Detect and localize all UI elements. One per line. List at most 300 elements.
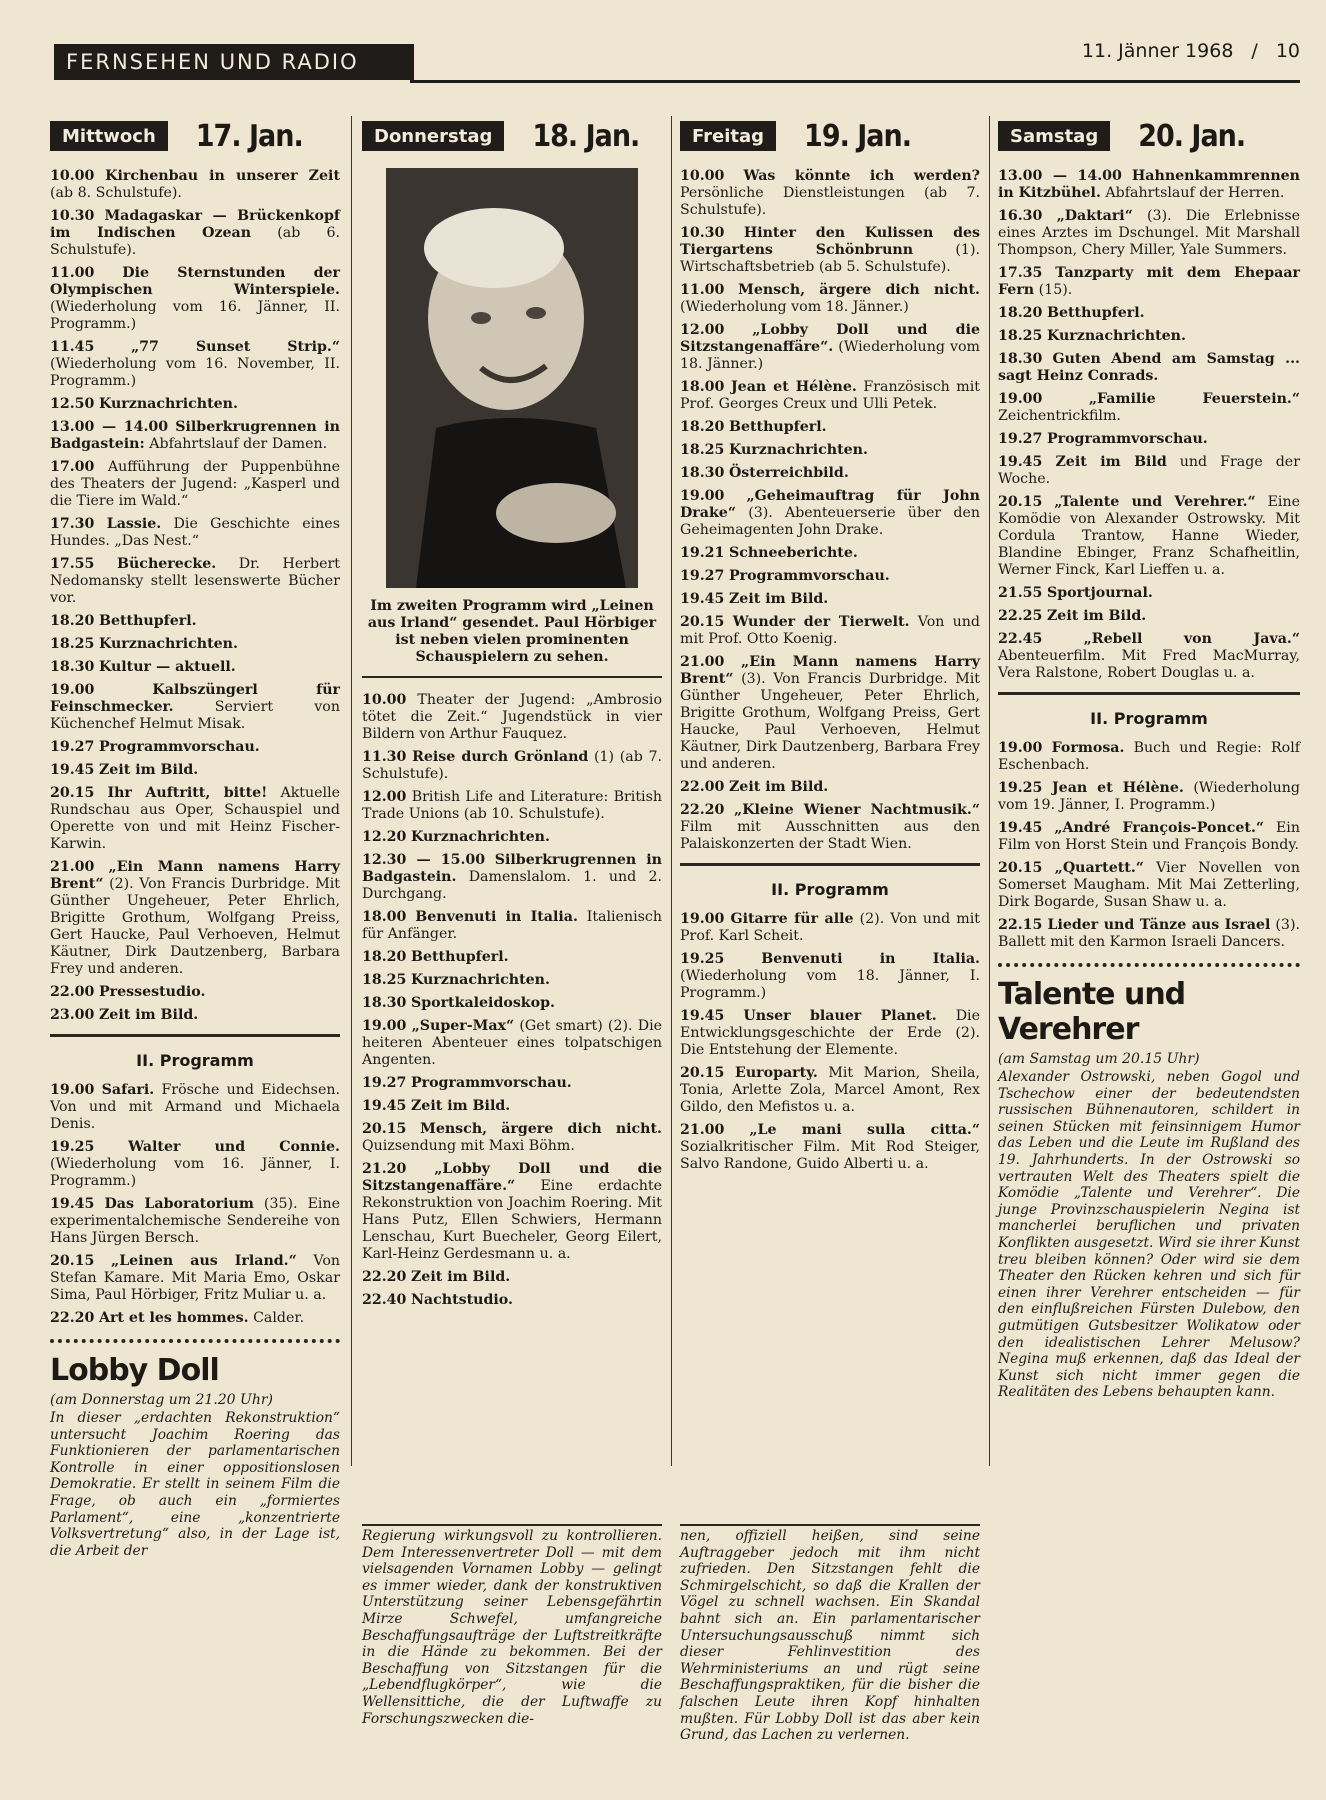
program-time: 20.15	[50, 1253, 95, 1269]
program-description: (Wiederholung vom 16. November, II. Programm.)	[50, 356, 340, 389]
program-time: 21.55	[998, 585, 1043, 601]
program-time: 19.45	[680, 591, 725, 607]
program-time: 20.15	[362, 1121, 407, 1137]
program-time: 22.20	[680, 802, 725, 818]
program-time: 19.00	[680, 911, 725, 927]
day-date: 17. Jan.	[195, 118, 303, 154]
program-item	[362, 909, 662, 943]
program-description: Vier Novellen von Somerset Maugham. Mit Mai Zetterling, Dirk Bogarde, Susan Shaw u. a.	[998, 860, 1300, 910]
program-item	[362, 789, 662, 823]
program-title: „Le mani sulla citta.“	[749, 1122, 980, 1138]
program-list	[680, 168, 980, 853]
program-description: Eine Komödie von Alexander Ostrowsky. Mit Cordula Trantow, Hanne Wieder, Blandine Ebinger, Franz Schafheitlin, Werner Finck, Karl Lieffen u. a.	[998, 494, 1300, 578]
column-divider	[989, 116, 990, 1466]
program-title: „Daktari“	[1056, 208, 1133, 224]
program-time: 11.00	[50, 265, 95, 281]
program-title: Benvenuti in Italia.	[761, 951, 980, 967]
program-2-list	[998, 740, 1300, 951]
program-title: „Lobby Doll und die Sitzstangenaffäre“.	[680, 322, 980, 355]
program-title: „Leinen aus Irland.“	[111, 1253, 297, 1269]
program-title: Programmvorschau.	[728, 568, 890, 584]
program-description: (Wiederholung vom 16. Jänner, I. Programm.)	[50, 1156, 340, 1189]
program-item	[50, 659, 340, 676]
program-item	[998, 820, 1300, 854]
program-title: Benvenuti in Italia.	[415, 909, 578, 925]
program-item	[50, 516, 340, 550]
program-title: Europarty.	[735, 1065, 818, 1081]
program-item	[50, 1139, 340, 1190]
program-description: (Wiederholung vom 18. Jänner.)	[680, 299, 909, 315]
program-item	[362, 1098, 662, 1115]
program-title: Sportkaleidoskop.	[410, 995, 555, 1011]
program-title: Kurznachrichten.	[728, 442, 868, 458]
program-item	[50, 168, 340, 202]
program-title: Kultur — aktuell.	[98, 659, 236, 675]
program-description: (15).	[1038, 282, 1073, 298]
program-time: 21.00	[680, 654, 725, 670]
program-description: (3). Von Francis Durbridge. Mit Günther Ungeheuer, Peter Ehrlich, Brigitte Grothum, Wolfgang Preiss, Gert Haucke, Paul Verhoeven, Helmut Käutner, Dirk Dautzenberg, Barbara Frey und anderen.	[680, 671, 980, 772]
program-time: 18.25	[998, 328, 1043, 344]
program-time: 22.40	[362, 1292, 407, 1308]
program-time: 19.27	[50, 739, 95, 755]
program-title: „Super-Max“	[411, 1018, 515, 1034]
program-item	[50, 1253, 340, 1304]
section-rule	[680, 863, 980, 866]
program-description: Theater der Jugend: „Ambrosio tötet die Zeit.“ Jugendstück in vier Bildern von Arthur Fauquez.	[362, 692, 662, 742]
program-title: Kalbszüngerl für Feinschmecker.	[50, 682, 341, 715]
program-item	[362, 1075, 662, 1092]
program-description: Quizsendung mit Maxi Böhm.	[362, 1138, 575, 1154]
program-item	[362, 949, 662, 966]
program-title: „Talente und Verehrer.“	[1054, 494, 1256, 510]
feature-subtitle: (am Samstag um 20.15 Uhr)	[998, 1051, 1200, 1067]
program-item	[680, 802, 980, 853]
program-description: Frösche und Eidechsen. Von und mit Armand und Michaela Denis.	[50, 1082, 340, 1132]
program-time: 22.45	[998, 631, 1043, 647]
program-title: „André François-Poncet.“	[1054, 820, 1265, 836]
program-time: 11.45	[50, 339, 95, 355]
program-time: 12.00	[680, 322, 725, 338]
program-title: Mensch, ärgere dich nicht.	[420, 1121, 662, 1137]
program-time: 10.00	[680, 168, 725, 184]
program-title: Lieder und Tänze aus Israel	[1047, 917, 1271, 933]
program-list	[998, 168, 1300, 682]
program-time: 22.00	[680, 779, 725, 795]
program-description: British Life and Literature: British Trade Unions (ab 10. Schulstufe).	[362, 789, 662, 822]
program-time: 12.00	[362, 789, 407, 805]
program-title: „Kleine Wiener Nachtmusik.“	[734, 802, 980, 818]
program-description: Zeichentrickfilm.	[998, 408, 1121, 424]
program-item	[680, 225, 980, 276]
section-rule	[998, 692, 1300, 695]
program-description: Aktuelle Rundschau aus Oper, Schauspiel und Operette von und mit Heinz Fischer-Karwin.	[50, 785, 341, 852]
program-item	[50, 636, 340, 653]
program-description: Buch und Regie: Rolf Eschenbach.	[998, 740, 1300, 773]
program-time: 18.30	[680, 465, 725, 481]
program-time: 21.20	[362, 1161, 407, 1177]
program-item	[362, 692, 662, 743]
portrait-image	[386, 168, 638, 588]
program-time: 21.00	[50, 859, 95, 875]
program-item	[50, 396, 340, 413]
program-item	[680, 322, 980, 373]
program-2-title: II. Programm	[771, 880, 889, 899]
program-description: Die Geschichte eines Hundes. „Das Nest.“	[50, 516, 340, 549]
program-title: Safari.	[101, 1082, 155, 1098]
program-description: (3). Ballett mit den Karmon Israeli Dancers.	[998, 917, 1300, 950]
article-continuation: nen, offiziell heißen, sind seine Auftraggeber jedoch mit ihm nicht zufrieden. Den Sitzstangen fehlt die Schmirgelschicht, so daß die Krallen der Vögel zu schnell wachsen. Ein Skandal bahnt sich an. Ein parlamentarischer Untersuchungsausschuß nimmt sich dieser Fehlinvestition des Wehrministeriums an und rügt seine Beschaffungspraktiken, für die bisher die falschen Leute ihren Kopf hinhalten mußten. Für Lobby Doll ist das aber kein Grund, das Lachen zu verlernen.	[680, 1528, 980, 1744]
program-item	[680, 419, 980, 436]
program-description: Calder.	[253, 1310, 305, 1326]
program-title: Zeit im Bild	[1055, 454, 1167, 470]
masthead-right	[1082, 40, 1300, 62]
program-description: Abfahrtslauf der Damen.	[149, 436, 328, 452]
program-title: Zeit im Bild.	[728, 779, 829, 795]
program-item	[680, 168, 980, 219]
program-description: (2). Von und mit Prof. Karl Scheit.	[680, 911, 980, 944]
program-list	[50, 168, 340, 1024]
program-title: Walter und Connie.	[128, 1139, 340, 1155]
column-saturday	[998, 116, 1300, 1401]
program-description: Dr. Herbert Nedomansky stellt lesenswerte Bücher vor.	[50, 556, 340, 606]
program-item	[50, 1082, 340, 1133]
program-item	[998, 305, 1300, 322]
program-title: Die Sternstunden der Olympischen Winterspiele.	[50, 265, 340, 298]
program-item	[680, 951, 980, 1002]
program-item	[680, 779, 980, 796]
dotted-rule	[50, 1339, 340, 1343]
program-item	[362, 1292, 662, 1309]
program-description: (Wiederholung vom 16. Jänner, II. Programm.)	[50, 299, 340, 332]
program-time: 19.25	[998, 780, 1043, 796]
program-title: „Ein Mann namens Harry Brent“	[50, 859, 340, 892]
program-title: Betthupferl.	[410, 949, 509, 965]
program-item	[680, 1008, 980, 1059]
program-item	[998, 780, 1300, 814]
program-title: Sportjournal.	[1046, 585, 1153, 601]
program-title: Jean et Hélène.	[1051, 780, 1184, 796]
program-title: Kirchenbau in unserer Zeit	[105, 168, 341, 184]
column-divider	[671, 116, 672, 1466]
program-title: Kurznachrichten.	[1046, 328, 1186, 344]
program-description: Serviert von Küchenchef Helmut Misak.	[50, 699, 340, 732]
program-item	[680, 488, 980, 539]
masthead-separator: /	[1251, 40, 1258, 62]
program-time: 10.30	[50, 208, 95, 224]
program-title: Was könnte ich werden?	[743, 168, 980, 184]
program-title: Tanzparty mit dem Ehepaar Fern	[998, 265, 1300, 298]
program-item	[998, 431, 1300, 448]
newspaper-page	[50, 38, 1300, 1778]
program-item	[50, 419, 340, 453]
program-description: (3). Abenteuerserie über den Geheimagenten John Drake.	[680, 505, 980, 538]
program-item	[50, 613, 340, 630]
program-time: 18.30	[362, 995, 407, 1011]
program-time: 19.25	[680, 951, 725, 967]
program-description: (Wiederholung vom 18. Jänner, I. Programm.)	[680, 968, 980, 1001]
program-2-title: II. Programm	[1090, 709, 1208, 728]
program-title: Bücherecke.	[117, 556, 217, 572]
program-time: 19.45	[998, 820, 1043, 836]
program-title: Silberkrugrennen in Badgastein.	[362, 852, 662, 885]
program-title: Programmvorschau.	[410, 1075, 572, 1091]
program-description: Film mit Ausschnitten aus den Palaiskonzerten der Stadt Wien.	[680, 819, 980, 852]
issue-date: 11. Jänner 1968	[1081, 40, 1234, 62]
program-title: Zeit im Bild.	[410, 1269, 511, 1285]
program-title: Nachtstudio.	[410, 1292, 513, 1308]
program-time: 12.20	[362, 829, 407, 845]
program-item	[998, 608, 1300, 625]
program-time: 12.30 — 15.00	[362, 852, 486, 868]
program-item	[50, 984, 340, 1001]
program-title: Unser blauer Planet.	[743, 1008, 937, 1024]
day-name: Donnerstag	[362, 121, 504, 151]
program-item	[680, 545, 980, 562]
program-time: 21.00	[680, 1122, 725, 1138]
program-title: Zeit im Bild.	[410, 1098, 511, 1114]
program-time: 19.00	[362, 1018, 407, 1034]
program-description: Italienisch für Anfänger.	[362, 909, 662, 942]
program-item	[50, 1310, 340, 1327]
program-item	[362, 1121, 662, 1155]
program-item	[998, 585, 1300, 602]
section-label: FERNSEHEN UND RADIO	[54, 44, 414, 80]
program-time: 23.00	[50, 1007, 95, 1023]
program-title: Wunder der Tierwelt.	[732, 614, 910, 630]
program-item	[362, 852, 662, 903]
program-item	[998, 351, 1300, 385]
program-time: 22.15	[998, 917, 1043, 933]
program-time: 18.25	[680, 442, 725, 458]
program-title: Kurznachrichten.	[98, 396, 238, 412]
program-time: 17.30	[50, 516, 95, 532]
program-description: (1) (ab 7. Schulstufe).	[362, 749, 662, 782]
program-description: Mit Marion, Sheila, Tonia, Arlette Zola, Marcel Amont, Rex Gildo, den Mefistos u. a.	[680, 1065, 980, 1115]
program-time: 18.20	[998, 305, 1043, 321]
program-title: Das Laboratorium	[104, 1196, 254, 1212]
program-title: Kurznachrichten.	[98, 636, 238, 652]
program-title: Zeit im Bild.	[728, 591, 829, 607]
program-time: 13.00 — 14.00	[50, 419, 169, 435]
program-title: Österreichbild.	[728, 465, 849, 481]
program-item	[50, 682, 340, 733]
program-item	[50, 459, 340, 510]
feature-subtitle: (am Donnerstag um 21.20 Uhr)	[50, 1392, 274, 1408]
program-time: 18.00	[680, 379, 725, 395]
program-title: Schneeberichte.	[728, 545, 858, 561]
program-time: 18.25	[362, 972, 407, 988]
program-time: 11.30	[362, 749, 407, 765]
photo-caption: Im zweiten Programm wird „Leinen aus Irland“ gesendet. Paul Hörbiger ist neben vielen prominenten Schauspielern zu sehen.	[367, 598, 657, 665]
day-date: 20. Jan.	[1138, 118, 1246, 154]
program-item	[998, 631, 1300, 682]
program-title: Gitarre für alle	[730, 911, 854, 927]
program-item	[362, 829, 662, 846]
program-time: 19.45	[998, 454, 1043, 470]
article-rule	[680, 1524, 980, 1526]
column-divider	[351, 116, 352, 1466]
program-title: „Familie Feuerstein.“	[1088, 391, 1301, 407]
article-rule	[362, 1524, 662, 1526]
program-title: Zeit im Bild.	[98, 762, 199, 778]
program-time: 10.30	[680, 225, 725, 241]
feature-text: In dieser „erdachten Rekonstruktion“ untersucht Joachim Roering das Funktionieren der parlamentarischen Kontrolle in einer oppositionslosen Demokratie. Er stellt in seinem Film die Frage, ob auch ein „formiertes Parlament“, eine „konzentrierte Volksvertretung“ also, in der Lage ist, die Arbeit der	[50, 1410, 340, 1559]
day-header	[680, 116, 980, 156]
day-header	[998, 116, 1300, 156]
page-number: 10	[1275, 40, 1300, 62]
program-item	[680, 442, 980, 459]
program-description: und Frage der Woche.	[998, 454, 1300, 487]
day-name: Samstag	[998, 121, 1110, 151]
program-title: Madagaskar — Brückenkopf im Indischen Ozean	[50, 208, 340, 241]
program-item	[680, 654, 980, 773]
program-item	[362, 1018, 662, 1069]
program-time: 18.30	[998, 351, 1043, 367]
program-item	[50, 208, 340, 259]
program-title: Zeit im Bild.	[98, 1007, 199, 1023]
program-title: Silberkrugrennen in Badgastein:	[50, 419, 340, 452]
program-item	[362, 972, 662, 989]
program-time: 22.00	[50, 984, 95, 1000]
program-time: 20.15	[998, 494, 1043, 510]
program-title: „77 Sunset Strip.“	[131, 339, 340, 355]
program-time: 19.27	[998, 431, 1043, 447]
program-time: 22.20	[362, 1269, 407, 1285]
program-time: 18.20	[50, 613, 95, 629]
column-wednesday	[50, 116, 340, 1559]
day-name: Mittwoch	[50, 121, 168, 151]
program-title: Art et les hommes.	[98, 1310, 249, 1326]
program-item	[50, 265, 340, 333]
program-title: „Quartett.“	[1054, 860, 1144, 876]
program-item	[680, 1122, 980, 1173]
program-description: Ein Film von Horst Stein und François Bondy.	[998, 820, 1300, 853]
program-description: Eine erdachte Rekonstruktion von Joachim Roering. Mit Hans Putz, Ellen Schwiers, Hermann Lenschau, Kurt Buecheler, Georg Eilert, Karl-Heinz Gerdesmann u. a.	[362, 1178, 662, 1262]
program-item	[998, 391, 1300, 425]
program-2-title: II. Programm	[136, 1051, 254, 1070]
program-time: 18.30	[50, 659, 95, 675]
program-2-list	[680, 911, 980, 1173]
program-title: Betthupferl.	[98, 613, 197, 629]
program-item	[50, 785, 340, 853]
program-item	[362, 1161, 662, 1263]
program-description: Von und mit Prof. Otto Koenig.	[680, 614, 980, 647]
program-description: Persönliche Dienstleistungen (ab 7. Schulstufe).	[680, 185, 980, 218]
program-description: Französisch mit Prof. Georges Creux und Ulli Petek.	[680, 379, 980, 412]
program-time: 19.00	[998, 391, 1043, 407]
day-date: 19. Jan.	[804, 118, 911, 154]
program-title: Formosa.	[1051, 740, 1125, 756]
program-item	[50, 1196, 340, 1247]
program-time: 20.15	[680, 1065, 725, 1081]
program-item	[998, 917, 1300, 951]
program-title: Jean et Hélène.	[730, 379, 857, 395]
program-time: 19.25	[50, 1139, 95, 1155]
program-title: „Lobby Doll und die Sitzstangenaffäre.“	[362, 1161, 662, 1194]
program-time: 19.27	[680, 568, 725, 584]
program-time: 19.00	[50, 1082, 95, 1098]
program-time: 20.15	[680, 614, 725, 630]
day-date: 18. Jan.	[532, 118, 640, 154]
program-time: 19.45	[680, 1008, 725, 1024]
feature-text: Alexander Ostrowski, neben Gogol und Tschechow einer der bedeutendsten russischen Bühnenautoren, schildert in seinen Stücken mit feinsinnigem Humor das Leben und die Leute im Rußland des 19. Jahrhunderts. In der Ostrowski so vertrauten Welt des Theaters spielt die Komödie „Talente und Verehrer“. Die junge Provinzschauspielerin Negina ist mancherlei beruflichen und privaten Konflikten ausgesetzt. Wird sie ihrer Kunst treu bleiben können? Oder wird sie dem Theater den Rücken kehren und sich für einen ihrer Verehrer entscheiden — für den einflußreichen Fürsten Dulebow, den gutmütigen Gutsbesitzer Wolikatow oder den idealistischen Lehrer Melusow? Negina muß erkennen, daß das Ideal der Kunst sich nicht immer gegen die Realitäten des Lebens behaupten kann.	[998, 1069, 1300, 1401]
program-item	[362, 995, 662, 1012]
column-friday	[680, 116, 980, 1179]
program-item	[50, 859, 340, 978]
program-description: Die Entwicklungsgeschichte der Erde (2). Die Entstehung der Elemente.	[680, 1008, 980, 1058]
program-description: (ab 8. Schulstufe).	[50, 185, 182, 201]
program-description: Abfahrtslauf der Herren.	[1105, 185, 1285, 201]
article-continuation: Regierung wirkungsvoll zu kontrollieren. Dem Interessenvertreter Doll — mit dem vielsagenden Vornamen Lobby — gelingt es immer wieder, dank der konstruktiven Unterstützung seiner Lebensgefährtin Mirze Schwefel, umfangreiche Beschaffungsaufträge der Luftstreitkräfte in die Hände zu bekommen. Bei der Beschaffung von Sitzstangen für die „Lebendflugkörper“, wie die Wellensittiche, die der Luftwaffe zu Forschungszwecken die-	[362, 1528, 662, 1727]
program-title: „Ein Mann namens Harry Brent“	[680, 654, 980, 687]
program-item	[680, 465, 980, 482]
program-time: 19.00	[50, 682, 95, 698]
program-time: 19.45	[50, 1196, 95, 1212]
program-time: 19.27	[362, 1075, 407, 1091]
program-title: Programmvorschau.	[98, 739, 260, 755]
program-title: Zeit im Bild.	[1046, 608, 1147, 624]
day-header	[50, 116, 340, 156]
program-item	[998, 208, 1300, 259]
program-item	[680, 568, 980, 585]
program-title: Betthupferl.	[1046, 305, 1145, 321]
program-time: 18.20	[362, 949, 407, 965]
program-item	[998, 168, 1300, 202]
program-description: (ab 6. Schulstufe).	[50, 225, 341, 258]
program-item	[680, 282, 980, 316]
program-item	[680, 614, 980, 648]
program-title: „Geheimauftrag für John Drake“	[680, 488, 980, 521]
program-time: 19.45	[50, 762, 95, 778]
program-title: Kurznachrichten.	[410, 829, 550, 845]
program-item	[998, 328, 1300, 345]
program-item	[50, 339, 340, 390]
dotted-rule	[998, 963, 1300, 967]
program-description: Damenslalom. 1. und 2. Durchgang.	[362, 869, 662, 902]
program-title: Mensch, ärgere dich nicht.	[738, 282, 980, 298]
program-time: 10.00	[50, 168, 95, 184]
program-title: Hinter den Kulissen des Tiergartens Schönbrunn	[680, 225, 980, 258]
program-item	[680, 591, 980, 608]
program-item	[50, 739, 340, 756]
program-time: 17.00	[50, 459, 95, 475]
program-time: 20.15	[998, 860, 1043, 876]
program-item	[998, 860, 1300, 911]
program-item	[50, 762, 340, 779]
program-item	[998, 454, 1300, 488]
program-list	[362, 692, 662, 1309]
program-description: (2). Von Francis Durbridge. Mit Günther Ungeheuer, Peter Ehrlich, Brigitte Grothum, Wolfgang Preiss, Gert Haucke, Paul Verhoeven, Helmut Käutner, Dirk Dautzenberg, Barbara Frey und anderen.	[50, 876, 340, 977]
program-time: 19.00	[680, 488, 725, 504]
program-item	[998, 265, 1300, 299]
feature-title: Talente und Verehrer	[998, 977, 1186, 1047]
program-title: Kurznachrichten.	[410, 972, 550, 988]
program-item	[362, 1269, 662, 1286]
program-title: Betthupferl.	[728, 419, 827, 435]
program-title: Pressestudio.	[98, 984, 206, 1000]
program-time: 18.20	[680, 419, 725, 435]
program-time: 17.35	[998, 265, 1043, 281]
program-description: Von Stefan Kamare. Mit Maria Emo, Oskar Sima, Paul Hörbiger, Fritz Muliar u. a.	[50, 1253, 341, 1303]
program-time: 19.45	[362, 1098, 407, 1114]
program-description: (Get smart) (2). Die heiteren Abenteuer eines tolpatschigen Angenten.	[362, 1018, 663, 1068]
program-time: 12.50	[50, 396, 95, 412]
section-rule	[50, 1034, 340, 1037]
section-rule	[362, 676, 662, 678]
column-thursday	[362, 116, 662, 1315]
program-time: 20.15	[50, 785, 95, 801]
program-time: 18.00	[362, 909, 407, 925]
